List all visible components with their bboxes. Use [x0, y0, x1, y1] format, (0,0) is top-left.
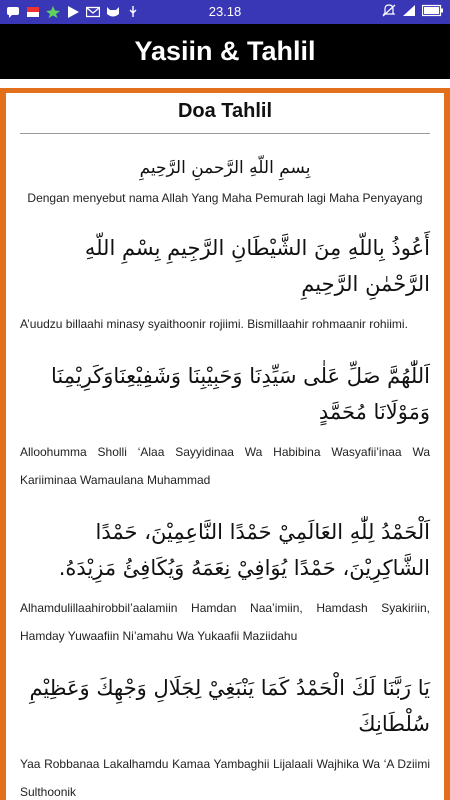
title-divider [20, 133, 430, 134]
passage-latin: A’uudzu billaahi minasy syaithoonir rojiimi. Bismillaahir rohmaanir rohiimi. [20, 317, 408, 331]
content-frame [0, 88, 450, 800]
content-panel[interactable] [6, 93, 444, 800]
basmalah-arabic: بِسمِ اللّهِ الرَّحمنِ الرَّحِيمِ [139, 158, 311, 178]
passage-arabic: اَلْحَمْدُ لِلّٰهِ العَالَمِيْ حَمْدًا النَّاعِمِيْنَ، حَمْدًا الشَّاكِرِيْنَ، حَمْدًا يُوَافِيْ نِعَمَهُ وَيُكَافِئُ مَزِيْدَهُ. [58, 520, 430, 580]
basmalah-meaning: Dengan menyebut nama Allah Yang Maha Pemurah lagi Maha Penyayang [27, 191, 423, 205]
app-bar [0, 24, 450, 79]
app-title: Yasiin & Tahlil [134, 36, 316, 66]
passage-latin: Alloohumma Sholli ‘Alaa Sayyidinaa Wa Habibina Wasyafii’inaa Wa Kariiminaa Wamaulana Muhammad [20, 445, 430, 487]
section-title: Doa Tahlil [177, 100, 273, 122]
passage-latin: Yaa Robbanaa Lakalhamdu Kamaa Yambaghii Lijalaali Wajhika Wa ‘A Dziimi Sulthoonik [20, 757, 430, 799]
passage-latin: Alhamdulillaahirobbil’aalamiin Hamdan Naa’imiin, Hamdash Syakiriin, Hamday Yuwaafiin Ni’amahu Wa Yukaafii Maziidahu [20, 601, 430, 643]
passage-arabic: اَللّٰهُمَّ صَلِّ عَلٰى سَيِّدِنَا وَحَبِيْبِنَا وَشَفِيْعِنَاوَكَرِيْمِنَا وَمَوْلَانَا مُحَمَّدٍ [50, 364, 430, 424]
clock: 23.18 [208, 4, 242, 19]
mute-icon [382, 4, 396, 17]
app-bar-divider [0, 79, 450, 88]
passage-arabic: يَا رَبَّنَا لَكَ الْحَمْدُ كَمَا يَنْبَغِيْ لِجَلَالِ وَجْهِكَ وَعَظِيْمِ سُلْطَانِكَ [29, 676, 430, 736]
status-bar [0, 0, 450, 24]
system-icons [382, 4, 444, 17]
battery-icon [422, 4, 444, 17]
passage-arabic: أَعُوذُ بِاللّهِ مِنَ الشَّيْطَانِ الرَّجِيمِ بِسْمِ اللّهِ الرَّحْمٰنِ الرَّحِيمِ [84, 236, 430, 296]
signal-icon [402, 4, 416, 17]
